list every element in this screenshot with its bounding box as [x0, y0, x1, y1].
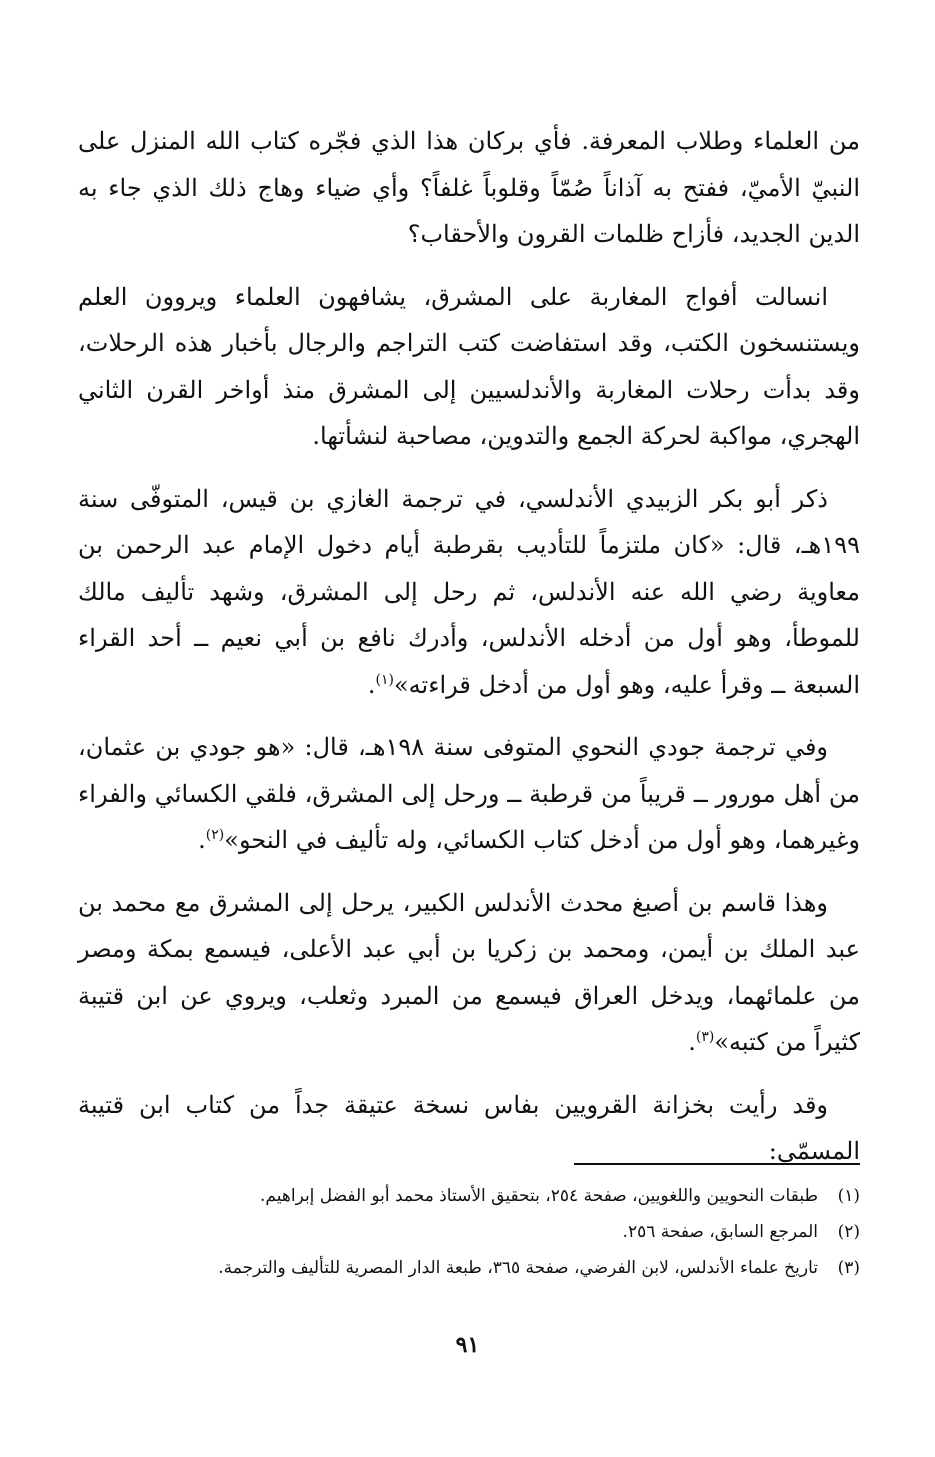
footnote-2: [78, 1214, 860, 1250]
footnote-text: المرجع السابق، صفحة ٢٥٦.: [622, 1222, 818, 1242]
paragraph-6: وقد رأيت بخزانة القرويين بفاس نسخة عتيقة جداً من كتاب ابن قتيبة المسمّى:: [78, 1090, 860, 1165]
paragraph-3-text: ذكر أبو بكر الزبيدي الأندلسي، في ترجمة الغازي بن قيس، المتوفّى سنة ١٩٩هـ، قال: «كان ملتزماً للتأديب بقرطبة أيام دخول الإمام عبد الرحمن بن معاوية رضي الله عنه الأندلس، ثم رحل إلى المشرق، وشهد تأليف مالك للموطأ، وهو أول من أدخله الأندلس، وأدرك نافع بن أبي نعيم ــ أحد القراء السبعة ــ وقرأ عليه، وهو أول من أدخل قراءته»: [78, 484, 860, 699]
paragraph-3-end: .: [367, 670, 376, 699]
footnote-ref-2: (٢): [205, 827, 225, 843]
paragraph-4-text: وفي ترجمة جودي النحوي المتوفى سنة ١٩٨هـ، قال: «هو جودي بن عثمان، من أهل مورور ــ قريباً من قرطبة ــ ورحل إلى المشرق، فلقي الكسائي والفراء وغيرهما، وهو أول من أدخل كتاب الكسائي، وله تأليف في النحو»: [78, 733, 860, 854]
footnote-ref-1: (١): [375, 671, 394, 688]
paragraph-5-text: وهذا قاسم بن أصبغ محدث الأندلس الكبير، يرحل إلى المشرق مع محمد بن عبد الملك بن أيمن، ومحمد بن زكريا بن أبي عبد الأعلى، فيسمع بمكة ومصر من علمائهما، ويدخل العراق فيسمع من المبرد وثعلب، ويروي عن ابن قتيبة كثيراً من كتبه»: [78, 888, 860, 1056]
footnote-3: [78, 1250, 860, 1286]
footnote-text: طبقات النحويين واللغويين، صفحة ٢٥٤، بتحقيق الأستاذ محمد أبو الفضل إبراهيم.: [260, 1186, 818, 1206]
paragraph-5: [78, 880, 860, 1066]
main-text: [78, 118, 860, 1175]
footnote-text: تاريخ علماء الأندلس، لابن الفرضي، صفحة ٣٦٥، طبعة الدار المصرية للتأليف والترجمة.: [218, 1258, 818, 1278]
footnote-number: (٢): [837, 1222, 860, 1242]
paragraph-1: من العلماء وطلاب المعرفة. فأي بركان هذا الذي فجّره كتاب الله المنزل على النبيّ الأميّ، ففتح به آذاناً صُمّاً وقلوباً غلفاً؟ وأي ضياء وهاج ذلك الذي جاء به الدين الجديد، فأزاح ظلمات القرون والأحقاب؟: [78, 127, 860, 248]
footnote-number: (١): [837, 1186, 860, 1206]
footnote-divider: [574, 1163, 860, 1165]
paragraph-4: [78, 724, 860, 864]
footnote-ref-3: (٣): [695, 1029, 715, 1045]
paragraph-3: [78, 476, 860, 709]
paragraph-2: انسالت أفواج المغاربة على المشرق، يشافهون العلماء ويروون العلم ويستنسخون الكتب، وقد استفاضت كتب التراجم والرجال بأخبار هذه الرحلات، وقد بدأت رحلات المغاربة والأندلسيين إلى المشرق منذ أواخر القرن الثاني الهجري، مواكبة لحركة الجمع والتدوين، مصاحبة لنشأتها.: [78, 282, 860, 450]
footnote-number: (٣): [837, 1258, 860, 1278]
page-number: ٩١: [455, 1332, 480, 1358]
paragraph-5-end: .: [688, 1028, 696, 1056]
paragraph-4-end: .: [198, 826, 206, 854]
footnote-1: [78, 1178, 860, 1214]
footnotes: [78, 1178, 860, 1286]
